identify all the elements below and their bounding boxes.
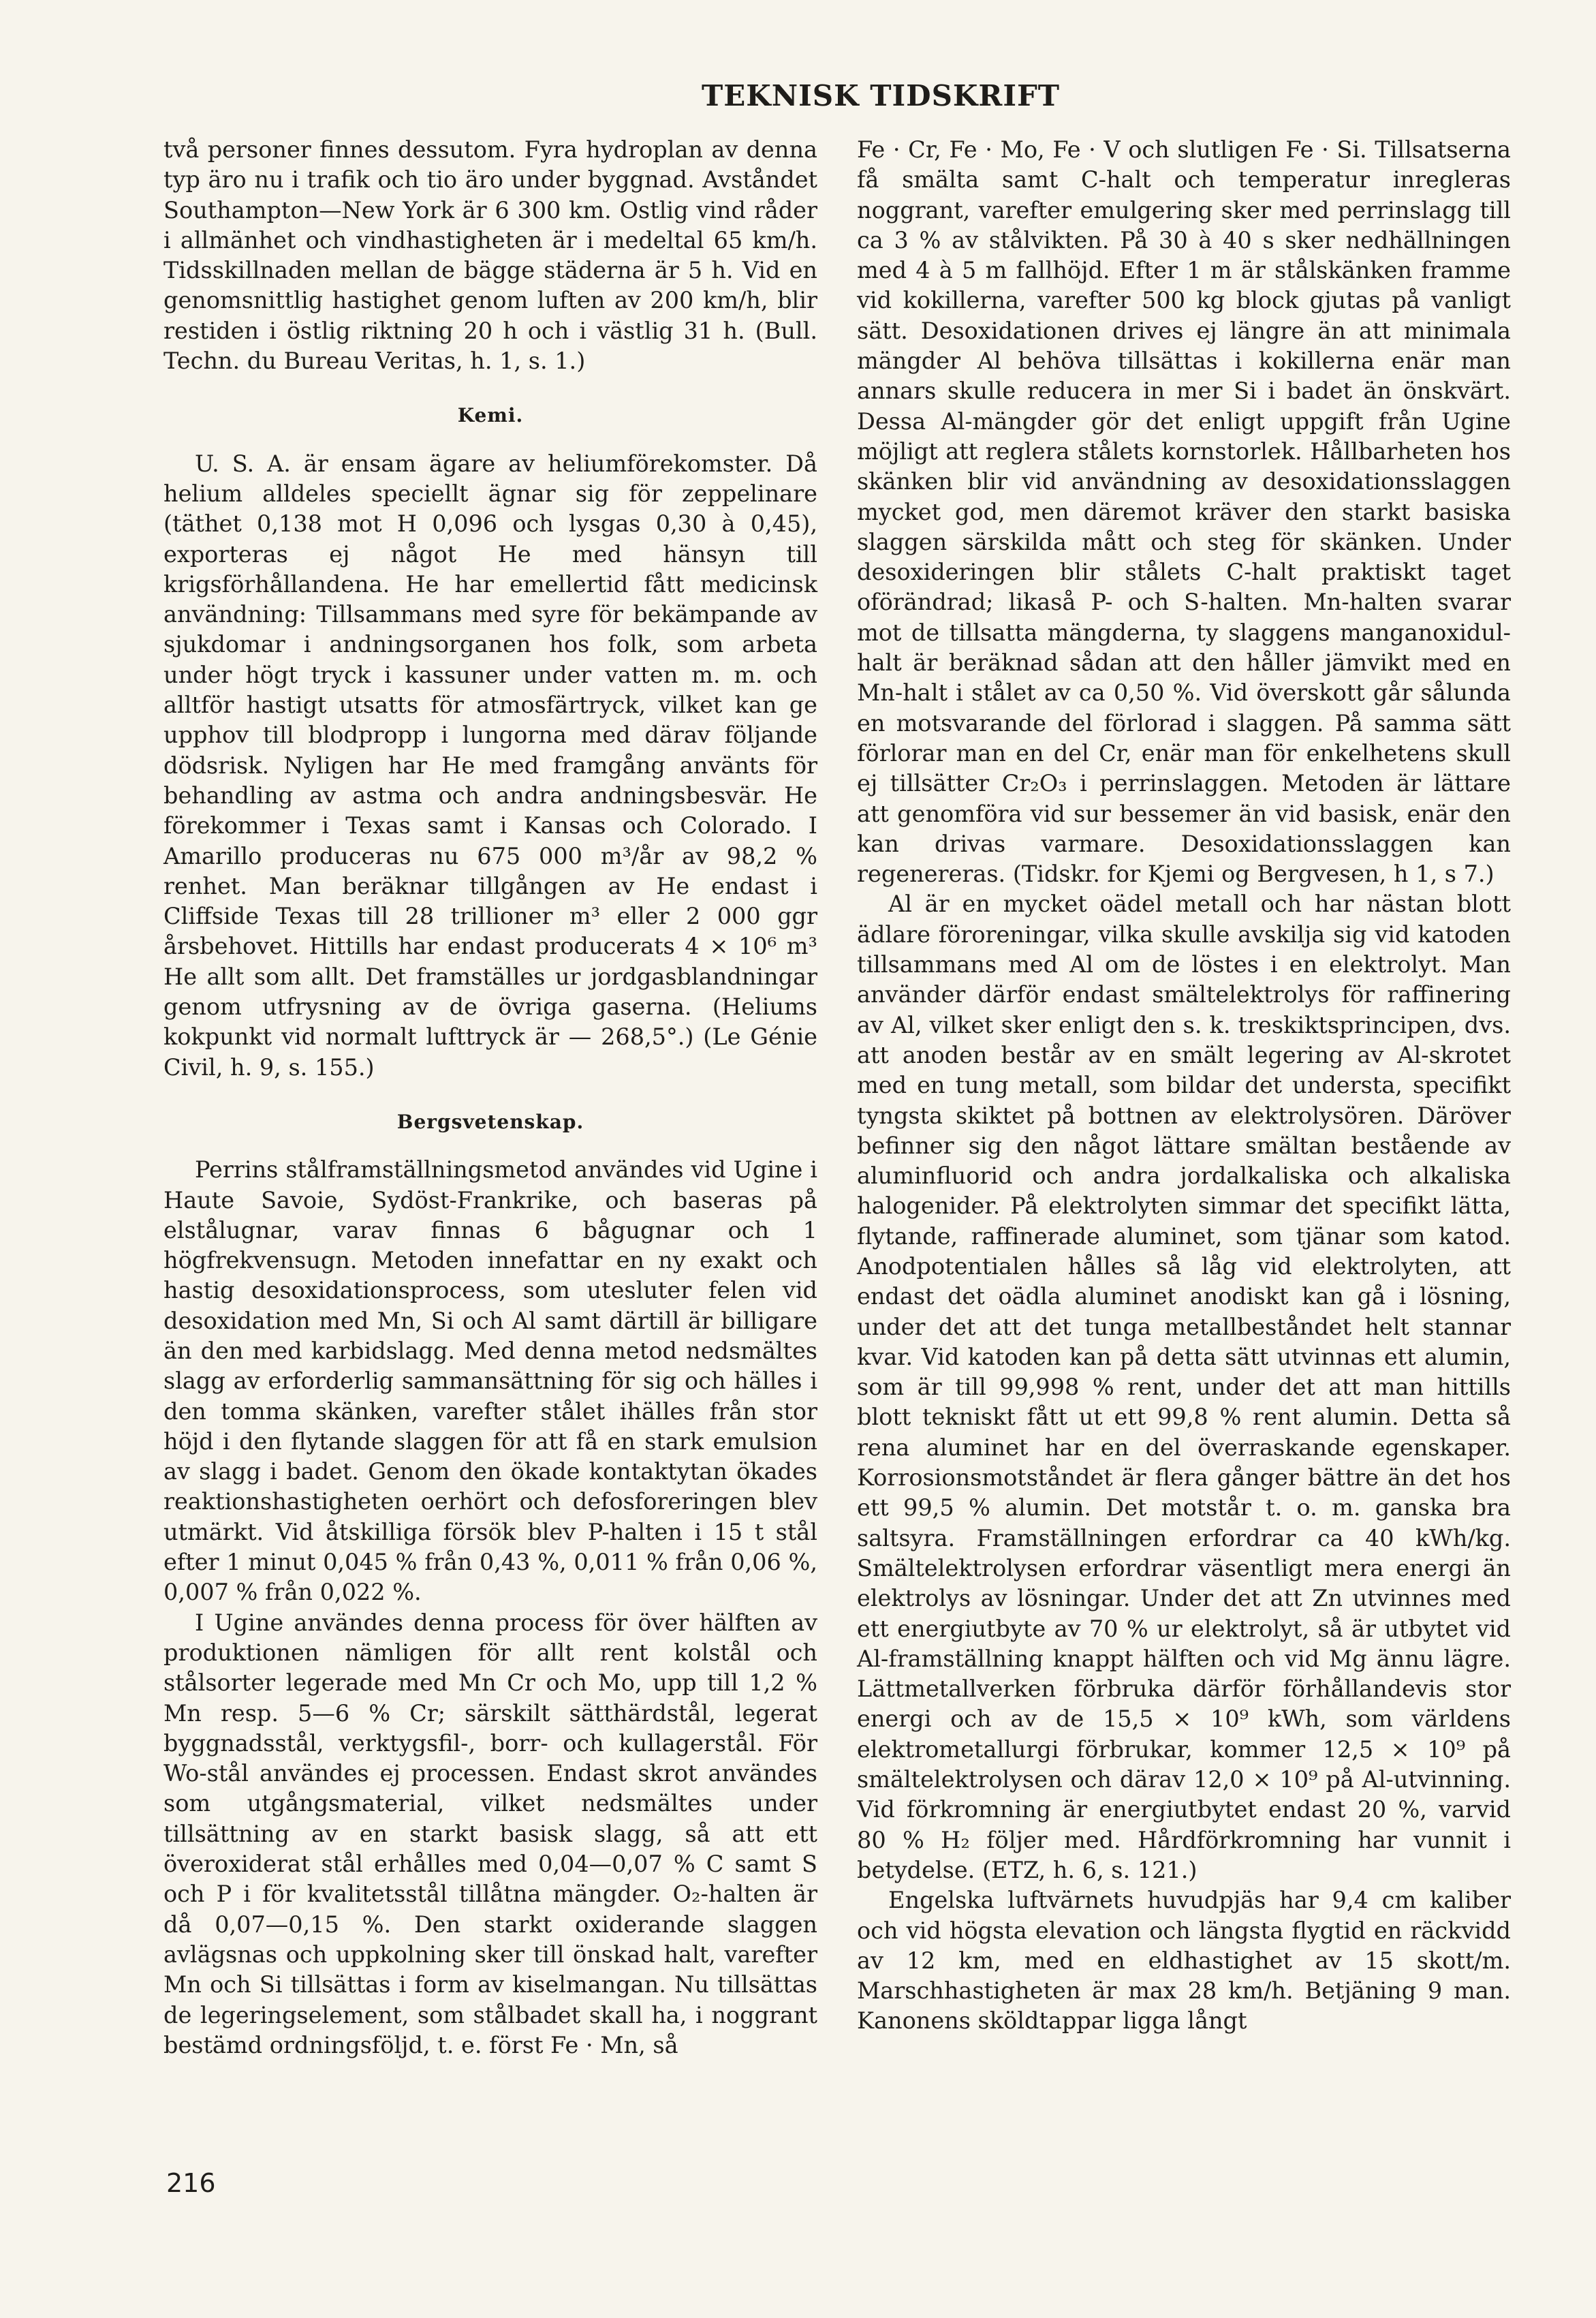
- steel-article-continuation: Fe · Cr, Fe · Mo, Fe · V och slutligen Fe · Si. Tillsatserna få smälta samt C-halt och temperatur inregleras noggrant, varefter emulgering sker med perrinslagg till ca 3 % av stålvikten. På 30 à 40 s sker nedhällningen med 4 à 5 m fallhöjd. Efter 1 m är stålskänken framme vid kokillerna, varefter 500 kg block gjutas på vanligt sätt. Desoxidationen drives ej längre än att minimala mängder Al behöva tillsättas i kokillerna enär man annars skulle reducera in mer Si i badet än önskvärt. Dessa Al-mängder gör det enligt uppgift från Ugine möjligt att reglera stålets kornstorlek. Hållbarheten hos skänken blir vid användning av desoxidationsslaggen mycket god, men däremot kräver den starkt basiska slaggen särskilda mått och steg för skänken. Under desoxideringen blir stålets C-halt praktiskt taget oförändrad; likaså P- och S-halten. Mn-halten svarar mot de tillsatta mängderna, ty slaggens manganoxidul-halt är beräknad sådan att den håller jämvikt med en Mn-halt i stålet av ca 0,50 %. Vid överskott går sålunda en motsvarande del förlorad i slaggen. På samma sätt förlorar man en del Cr, enär man för enkelhetens skull ej tillsätter Cr₂O₃ i perrinslaggen. Metoden är lättare att genomföra vid sur bessemer än vid basisk, enär den kan drivas varmare. Desoxidationsslaggen kan regenereras. (Tidskr. for Kjemi og Bergvesen, h 1, s 7.): [857, 136, 1511, 888]
- bergsvetenskap-paragraph-2: I Ugine användes denna process för över hälften av produktionen nämligen för allt rent kolstål och stålsorter legerade med Mn Cr och Mo, upp till 1,2 % Mn resp. 5—6 % Cr; särskilt sätthärdstål, legerat byggnadsstål, verktygsfil-, borr- och kullagerstål. För Wo-stål användes ej processen. Endast skrot användes som utgångsmaterial, vilket nedsmältes under tillsättning av en starkt basisk slagg, så att ett överoxiderat stål erhålles med 0,04—0,07 % C samt S och P i för kvalitetsstål tillåtna mängder. O₂-halten är då 0,07—0,15 %. Den starkt oxiderande slaggen avlägsnas och uppkolning sker till önskad halt, varefter Mn och Si tillsättas i form av kiselmangan. Nu tillsättas de legeringselement, som stålbadet skall ha, i noggrant bestämd ordningsföljd, t. e. först Fe · Mn, så: [163, 1609, 817, 2058]
- kemi-article: U. S. A. är ensam ägare av heliumförekomster. Då helium alldeles speciellt ägnar sig för zeppelinare (täthet 0,138 mot H 0,096 och lysgas 0,30 à 0,45), exporteras ej något He med hänsyn till krigsförhållandena. He har emellertid fått medicinsk användning: Tillsammans med syre för bekämpande av sjukdomar i andningsorganen hos folk, som arbeta under högt tryck i kassuner under vatten m. m. och alltför hastigt utsatts för atmosfärtryck, vilket kan ge upphov till blodpropp i lungorna med därav följande dödsrisk. Nyligen har He med framgång använts för behandling av astma och andra andningsbesvär. He förekommer i Texas samt i Kansas och Colorado. I Amarillo produceras nu 675 000 m³/år av 98,2 % renhet. Man beräknar tillgången av He endast i Cliffside Texas till 28 trillioner m³ eller 2 000 ggr årsbehovet. Hittills har endast producerats 4 × 10⁶ m³ He allt som allt. Det framställes ur jordgasblandningar genom utfrysning av de övriga gaserna. (Heliums kokpunkt vid normalt lufttryck är — 268,5°.) (Le Génie Civil, h. 9, s. 155.): [163, 450, 817, 1081]
- article-continuation: två personer finnes dessutom. Fyra hydroplan av denna typ äro nu i trafik och tio äro under byggnad. Avståndet Southampton—New York är 6 300 km. Ostlig vind råder i allmänhet och vindhastigheten är i medeltal 65 km/h. Tidsskillnaden mellan de bägge städerna är 5 h. Vid en genomsnittlig hastighet genom luften av 200 km/h, blir restiden i östlig riktning 20 h och i västlig 31 h. (Bull. Techn. du Bureau Veritas, h. 1, s. 1.): [163, 136, 817, 375]
- journal-masthead: TEKNISK TIDSKRIFT: [702, 79, 1061, 112]
- bergsvetenskap-paragraph-1: Perrins stålframställningsmetod användes vid Ugine i Haute Savoie, Sydöst-Frankrike, och baseras på elstålugnar, varav finnas 6 bågugnar och 1 högfrekvensugn. Metoden innefattar en ny exakt och hastig desoxidationsprocess, som utesluter felen vid desoxidation med Mn, Si och Al samt därtill är billigare än den med karbidslagg. Med denna metod nedsmältes slagg av erforderlig sammansättning för sig och hälles i den tomma skänken, varefter stålet ihälles från stor höjd i den flytande slaggen för att få en stark emulsion av slagg i badet. Genom den ökade kontaktytan ökades reaktionshastigheten oerhört och defosforeringen blev utmärkt. Vid åtskilliga försök blev P-halten i 15 t stål efter 1 minut 0,045 % från 0,43 %, 0,011 % från 0,06 %, 0,007 % från 0,022 %.: [163, 1156, 817, 1606]
- anti-aircraft-article: Engelska luftvärnets huvudpjäs har 9,4 cm kaliber och vid högsta elevation och längsta flygtid en räckvidd av 12 km, med en eldhastighet av 15 skott/m. Marschhastigheten är max 28 km/h. Betjäning 9 man. Kanonens sköldtappar ligga långt: [857, 1887, 1511, 2035]
- right-column: [857, 135, 1511, 2037]
- aluminium-article: Al är en mycket oädel metall och har nästan blott ädlare föroreningar, vilka skulle avskilja sig vid katoden tillsammans med Al om de löstes i en elektrolyt. Man använder därför endast smältelektrolys för raffinering av Al, vilket sker enligt den s. k. treskiktsprincipen, dvs. att anoden består av en smält legering av Al-skrotet med en tung metall, som bildar det understa, specifikt tyngsta skiktet på bottnen av elektrolysören. Däröver befinner sig den något lättare smältan bestående av aluminfluorid och andra jordalkaliska och alkaliska halogenider. På elektrolyten simmar det specifikt lätta, flytande, raffinerade aluminet, som tjänar som katod. Anodpotentialen hålles så låg vid elektrolyten, att endast det oädla aluminet anodiskt kan gå i lösning, under det att det tunga metallbeståndet helt stannar kvar. Vid katoden kan på detta sätt utvinnas ett alumin, som är till 99,998 % rent, under det att man hittills blott tekniskt fått ut ett 99,8 % rent alumin. Detta så rena aluminet har en del överraskande egenskaper. Korrosionsmotståndet är flera gånger bättre än det hos ett 99,5 % alumin. Det motstår t. o. m. ganska bra saltsyra. Framställningen erfordrar ca 40 kWh/kg. Smältelektrolysen erfordrar väsentligt mera energi än elektrolys av lösningar. Under det att Zn utvinnes med ett energiutbyte av 70 % ur elektrolyt, så är utbytet vid Al-framställning knappt hälften och vid Mg ännu lägre. Lättmetallverken förbruka därför förhållandevis stor energi och av de 15,5 × 10⁹ kWh, som världens elektrometallurgi förbrukar, kommer 12,5 × 10⁹ på smältelektrolysen och därav 12,0 × 10⁹ på Al-utvinning. Vid förkromning är energiutbytet endast 20 %, varvid 80 % H₂ följer med. Hårdförkromning har vunnit i betydelse. (ETZ, h. 6, s. 121.): [857, 891, 1511, 1883]
- left-column: [163, 135, 817, 2060]
- section-heading-bergsvetenskap: Bergsvetenskap.: [396, 1110, 584, 1133]
- section-heading-kemi: Kemi.: [457, 404, 524, 427]
- page-number: 216: [166, 2168, 216, 2198]
